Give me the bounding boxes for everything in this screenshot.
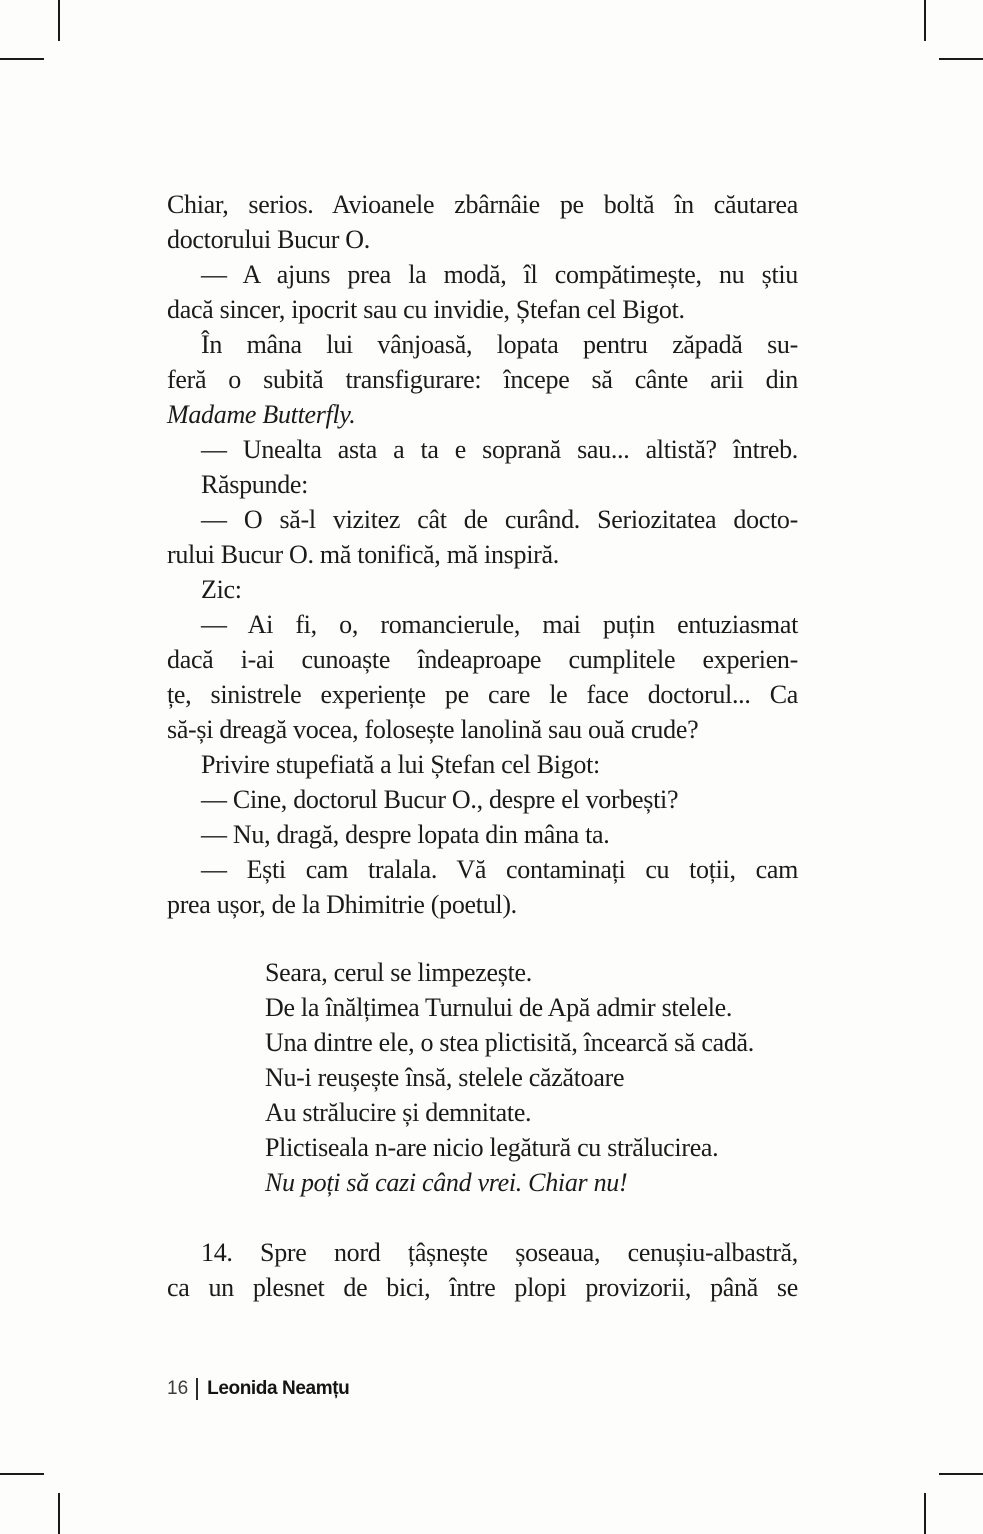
- body-line: Madame Butterfly.: [167, 400, 356, 429]
- body-line: — Nu, dragă, despre lopata din mâna ta.: [201, 820, 610, 849]
- verse-line: Seara, cerul se limpezește.: [265, 958, 532, 987]
- crop-mark-top-right-vertical: [924, 0, 926, 41]
- verse-line: Una dintre ele, o stea plictisită, încearcă să cadă.: [265, 1028, 754, 1057]
- paragraph: [167, 257, 798, 327]
- body-line: să-și dreagă vocea, folosește lanolină sau ouă crude?: [167, 715, 699, 744]
- paragraph: [167, 502, 798, 572]
- body-line: — Cine, doctorul Bucur O., despre el vorbești?: [201, 785, 679, 814]
- verse-line: Nu poți să cazi când vrei. Chiar nu!: [265, 1168, 628, 1197]
- body-line: dacă i-ai cunoaște îndeaproape cumplitele experien-: [167, 645, 798, 674]
- paragraph: [167, 1235, 798, 1305]
- crop-mark-top-left-vertical: [58, 0, 60, 41]
- verse-line: Plictiseala n-are nicio legătură cu strălucirea.: [265, 1133, 719, 1162]
- crop-mark-bottom-left-horizontal: [0, 1473, 44, 1475]
- body-line: — Unealta asta a ta e soprană sau... altistă? întreb.: [201, 435, 798, 464]
- page-content: [167, 187, 798, 1305]
- body-line: țe, sinistrele experiențe pe care le face doctorul... Ca: [167, 680, 798, 709]
- body-line: Răspunde:: [201, 470, 309, 499]
- verse-line: Nu-i reușește însă, stelele căzătoare: [265, 1063, 625, 1092]
- paragraph: [167, 607, 798, 747]
- verse-block: [265, 955, 798, 1200]
- paragraph: [167, 782, 798, 817]
- footer-divider: [196, 1378, 198, 1400]
- crop-mark-top-left-horizontal: [0, 58, 44, 60]
- body-line: 14. Spre nord țâșnește șoseaua, cenușiu-albastră,: [201, 1238, 798, 1267]
- paragraph: [167, 467, 798, 502]
- paragraph: [167, 187, 798, 257]
- verse-line: De la înălțimea Turnului de Apă admir stelele.: [265, 993, 733, 1022]
- body-line: În mâna lui vânjoasă, lopata pentru zăpadă su-: [201, 330, 798, 359]
- paragraph: [167, 327, 798, 432]
- body-line: doctorului Bucur O.: [167, 225, 370, 254]
- body-line: — Ai fi, o, romancierule, mai puțin entuziasmat: [201, 610, 798, 639]
- body-line: prea ușor, de la Dhimitrie (poetul).: [167, 890, 517, 919]
- paragraph: [167, 852, 798, 922]
- crop-mark-bottom-right-vertical: [924, 1493, 926, 1534]
- body-line: dacă sincer, ipocrit sau cu invidie, Ștefan cel Bigot.: [167, 295, 685, 324]
- crop-mark-bottom-left-vertical: [58, 1493, 60, 1534]
- paragraph: [167, 572, 798, 607]
- page-number: 16: [167, 1378, 189, 1399]
- paragraph: [167, 432, 798, 467]
- paragraph: [167, 817, 798, 852]
- author-name: Leonida Neamțu: [207, 1378, 350, 1399]
- paragraph: [167, 747, 798, 782]
- body-line: ca un plesnet de bici, între plopi provizorii, până se: [167, 1273, 798, 1302]
- verse-line: Au strălucire și demnitate.: [265, 1098, 532, 1127]
- body-line: Zic:: [201, 575, 242, 604]
- body-line: Chiar, serios. Avioanele zbârnâie pe boltă în căutarea: [167, 190, 798, 219]
- body-line: — A ajuns prea la modă, îl compătimește, nu știu: [201, 260, 798, 289]
- body-line: feră o subită transfigurare: începe să cânte arii din: [167, 365, 798, 394]
- body-line: — O să-l vizitez cât de curând. Seriozitatea docto-: [201, 505, 798, 534]
- body-line: — Ești cam tralala. Vă contaminați cu toții, cam: [201, 855, 798, 884]
- crop-mark-top-right-horizontal: [939, 58, 983, 60]
- body-line: Privire stupefiată a lui Ștefan cel Bigot:: [201, 750, 600, 779]
- crop-mark-bottom-right-horizontal: [939, 1473, 983, 1475]
- footer: [167, 1377, 349, 1401]
- body-line: rului Bucur O. mă tonifică, mă inspiră.: [167, 540, 559, 569]
